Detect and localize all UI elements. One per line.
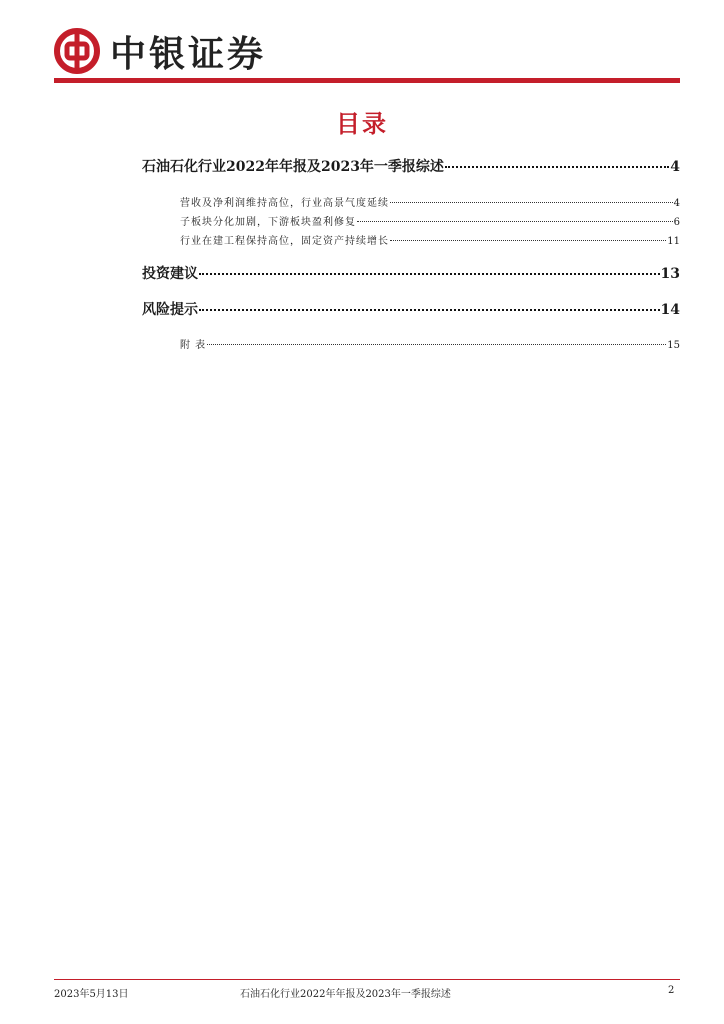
toc-entry[interactable] — [142, 263, 680, 283]
toc-entry-label: 营收及净利润维持高位，行业高景气度延续 — [180, 198, 389, 209]
dot-leader — [390, 202, 673, 203]
footer-report-title: 石油石化行业2022年年报及2023年一季报综述 — [240, 989, 451, 1000]
dot-leader — [199, 273, 660, 275]
brand-name: 中银证券 — [110, 33, 267, 75]
page-header — [54, 28, 266, 74]
toc-entry-page: 13 — [660, 266, 680, 282]
toc-entry-page: 15 — [667, 340, 680, 351]
toc-entry-label: 投资建议 — [142, 266, 198, 282]
footer-date: 2023年5月13日 — [54, 989, 129, 1000]
header-divider — [54, 78, 680, 83]
dot-leader — [199, 309, 660, 311]
footer-page-number: 2 — [668, 985, 675, 996]
dot-leader — [207, 344, 666, 345]
toc-entry[interactable] — [142, 156, 680, 176]
toc-title: 目录 — [336, 110, 388, 138]
dot-leader — [357, 221, 673, 222]
dot-leader — [445, 166, 669, 168]
toc-entry-page: 6 — [673, 217, 680, 228]
toc-entry-label: 石油石化行业2022年年报及2023年一季报综述 — [142, 159, 444, 175]
bank-of-china-logo-icon — [54, 28, 100, 74]
toc-entry[interactable] — [180, 336, 680, 351]
toc-entry-page: 4 — [670, 159, 680, 175]
toc-entry[interactable] — [142, 299, 680, 319]
toc-entry-page: 4 — [673, 198, 680, 209]
toc-entry[interactable] — [180, 213, 680, 228]
toc-entry[interactable] — [180, 232, 680, 247]
footer-divider — [54, 979, 680, 980]
toc-entry-page: 11 — [667, 236, 680, 247]
toc-entry-label: 风险提示 — [142, 302, 198, 318]
toc-entry-page: 14 — [660, 302, 680, 318]
toc-entry-label: 附 表 — [180, 340, 207, 351]
toc-entry-label: 子板块分化加剧，下游板块盈利修复 — [180, 217, 356, 228]
toc-entry[interactable] — [180, 194, 680, 209]
dot-leader — [390, 240, 666, 241]
toc-entry-label: 行业在建工程保持高位，固定资产持续增长 — [180, 236, 389, 247]
